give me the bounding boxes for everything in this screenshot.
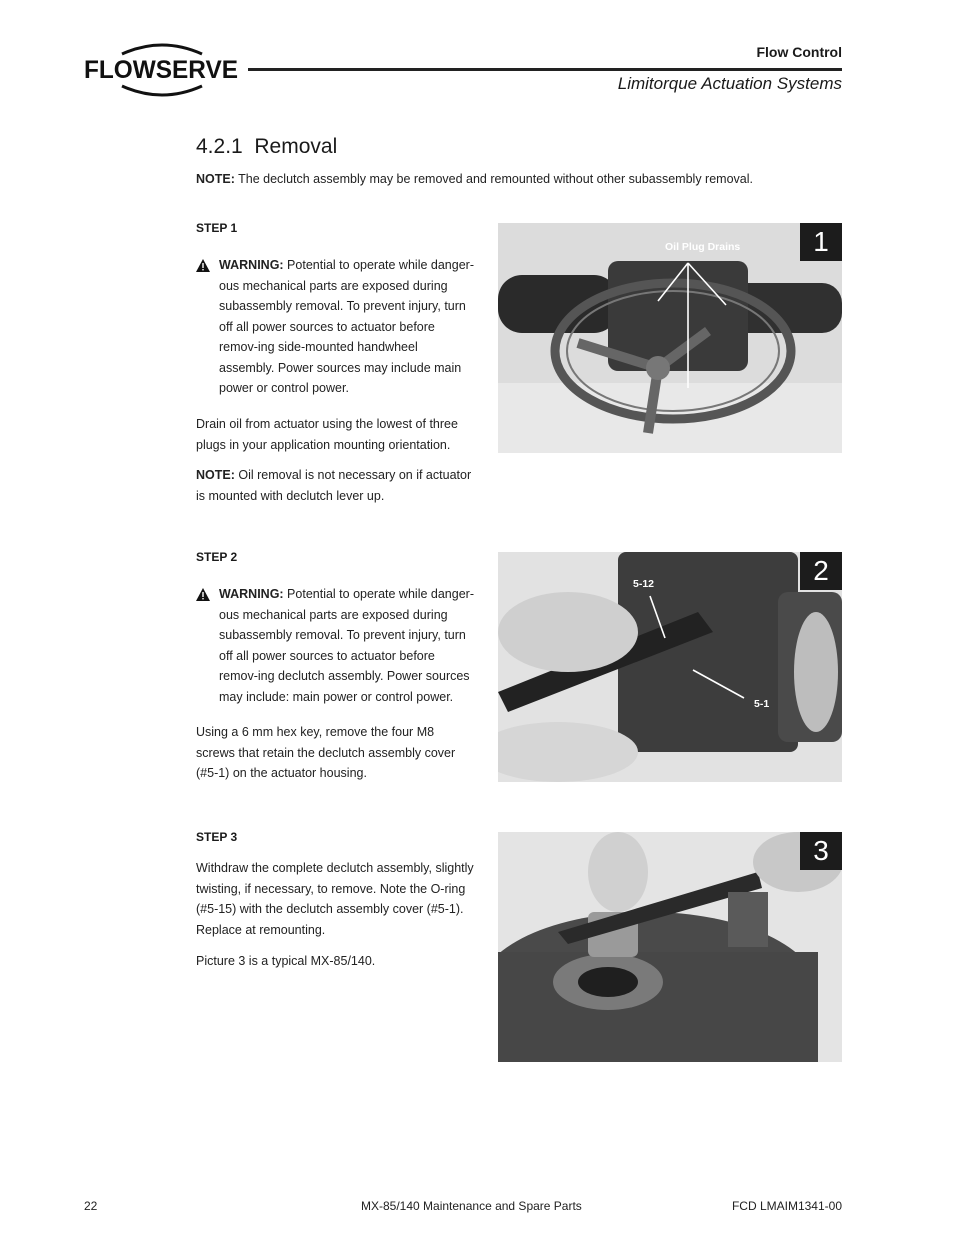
step-2-body: Using a 6 mm hex key, remove the four M8 screws that retain the declutch assembly cover (#5-1) on the actuator housing. <box>196 725 456 780</box>
footer-page-number: 22 <box>84 1199 98 1213</box>
footer-document-title: MX-85/140 Maintenance and Spare Parts <box>361 1199 582 1213</box>
note-label: NOTE: <box>196 468 235 482</box>
step-3-body-2: Picture 3 is a typical MX-85/140. <box>196 954 376 968</box>
warning-label: WARNING: <box>219 258 284 272</box>
warning-text: Potential to operate while danger-ous mechanical parts are exposed during subassembly removal. To prevent injury, turn off all power sources to actuator before remov-ing declutch assembly. Power sources may include: main power or control power. <box>219 587 474 704</box>
warning-text: Potential to operate while danger-ous mechanical parts are exposed during subassembly removal. To prevent injury, turn off all power sources to actuator before remov-ing side-mounted handwheel assembly. Power sources may include main power or control power. <box>219 258 474 395</box>
flowserve-logo <box>82 38 242 102</box>
note-label: NOTE: <box>196 172 235 186</box>
callout-5-1: 5-1 <box>754 698 770 710</box>
callout-oil-plug-drains: Oil Plug Drains <box>665 241 741 253</box>
photo-3 <box>498 832 842 1062</box>
step-2-warning <box>196 584 476 707</box>
warning-icon <box>196 588 210 601</box>
note-text: The declutch assembly may be removed and remounted without other subassembly removal. <box>234 172 753 186</box>
photo-number-3: 3 <box>800 832 842 870</box>
note-text: Oil removal is not necessary on if actuator is mounted with declutch lever up. <box>196 468 472 503</box>
step-3-label: STEP 3 <box>196 830 238 844</box>
step-3-body: Withdraw the complete declutch assembly, slightly twisting, if necessary, to remove. Note the O-ring (#5-15) with the declutch assembly cover (#5-1). Replace at remounting. <box>196 861 474 937</box>
step-2-label: STEP 2 <box>196 550 238 564</box>
header-rule <box>248 68 842 71</box>
photo-1 <box>498 223 842 453</box>
header-subtitle: Limitorque Actuation Systems <box>617 74 842 93</box>
step-1-note <box>196 465 476 506</box>
step-1-warning <box>196 255 476 399</box>
footer-document-code: FCD LMAIM1341-00 <box>731 1199 842 1213</box>
warning-icon <box>196 259 210 272</box>
header-flow-control: Flow Control <box>756 44 842 60</box>
photo-number-2: 2 <box>800 552 842 590</box>
photo-number-1: 1 <box>800 223 842 261</box>
section-note <box>196 169 753 190</box>
section-title: 4.2.1 Removal <box>196 135 338 158</box>
photo-2 <box>498 552 842 782</box>
step-1-body: Drain oil from actuator using the lowest of three plugs in your application mounting orientation. <box>196 417 458 452</box>
callout-5-12: 5-12 <box>633 578 655 590</box>
step-1-label: STEP 1 <box>196 221 238 235</box>
svg-text:FLOWSERVE: FLOWSERVE <box>84 56 238 84</box>
warning-label: WARNING: <box>219 587 284 601</box>
